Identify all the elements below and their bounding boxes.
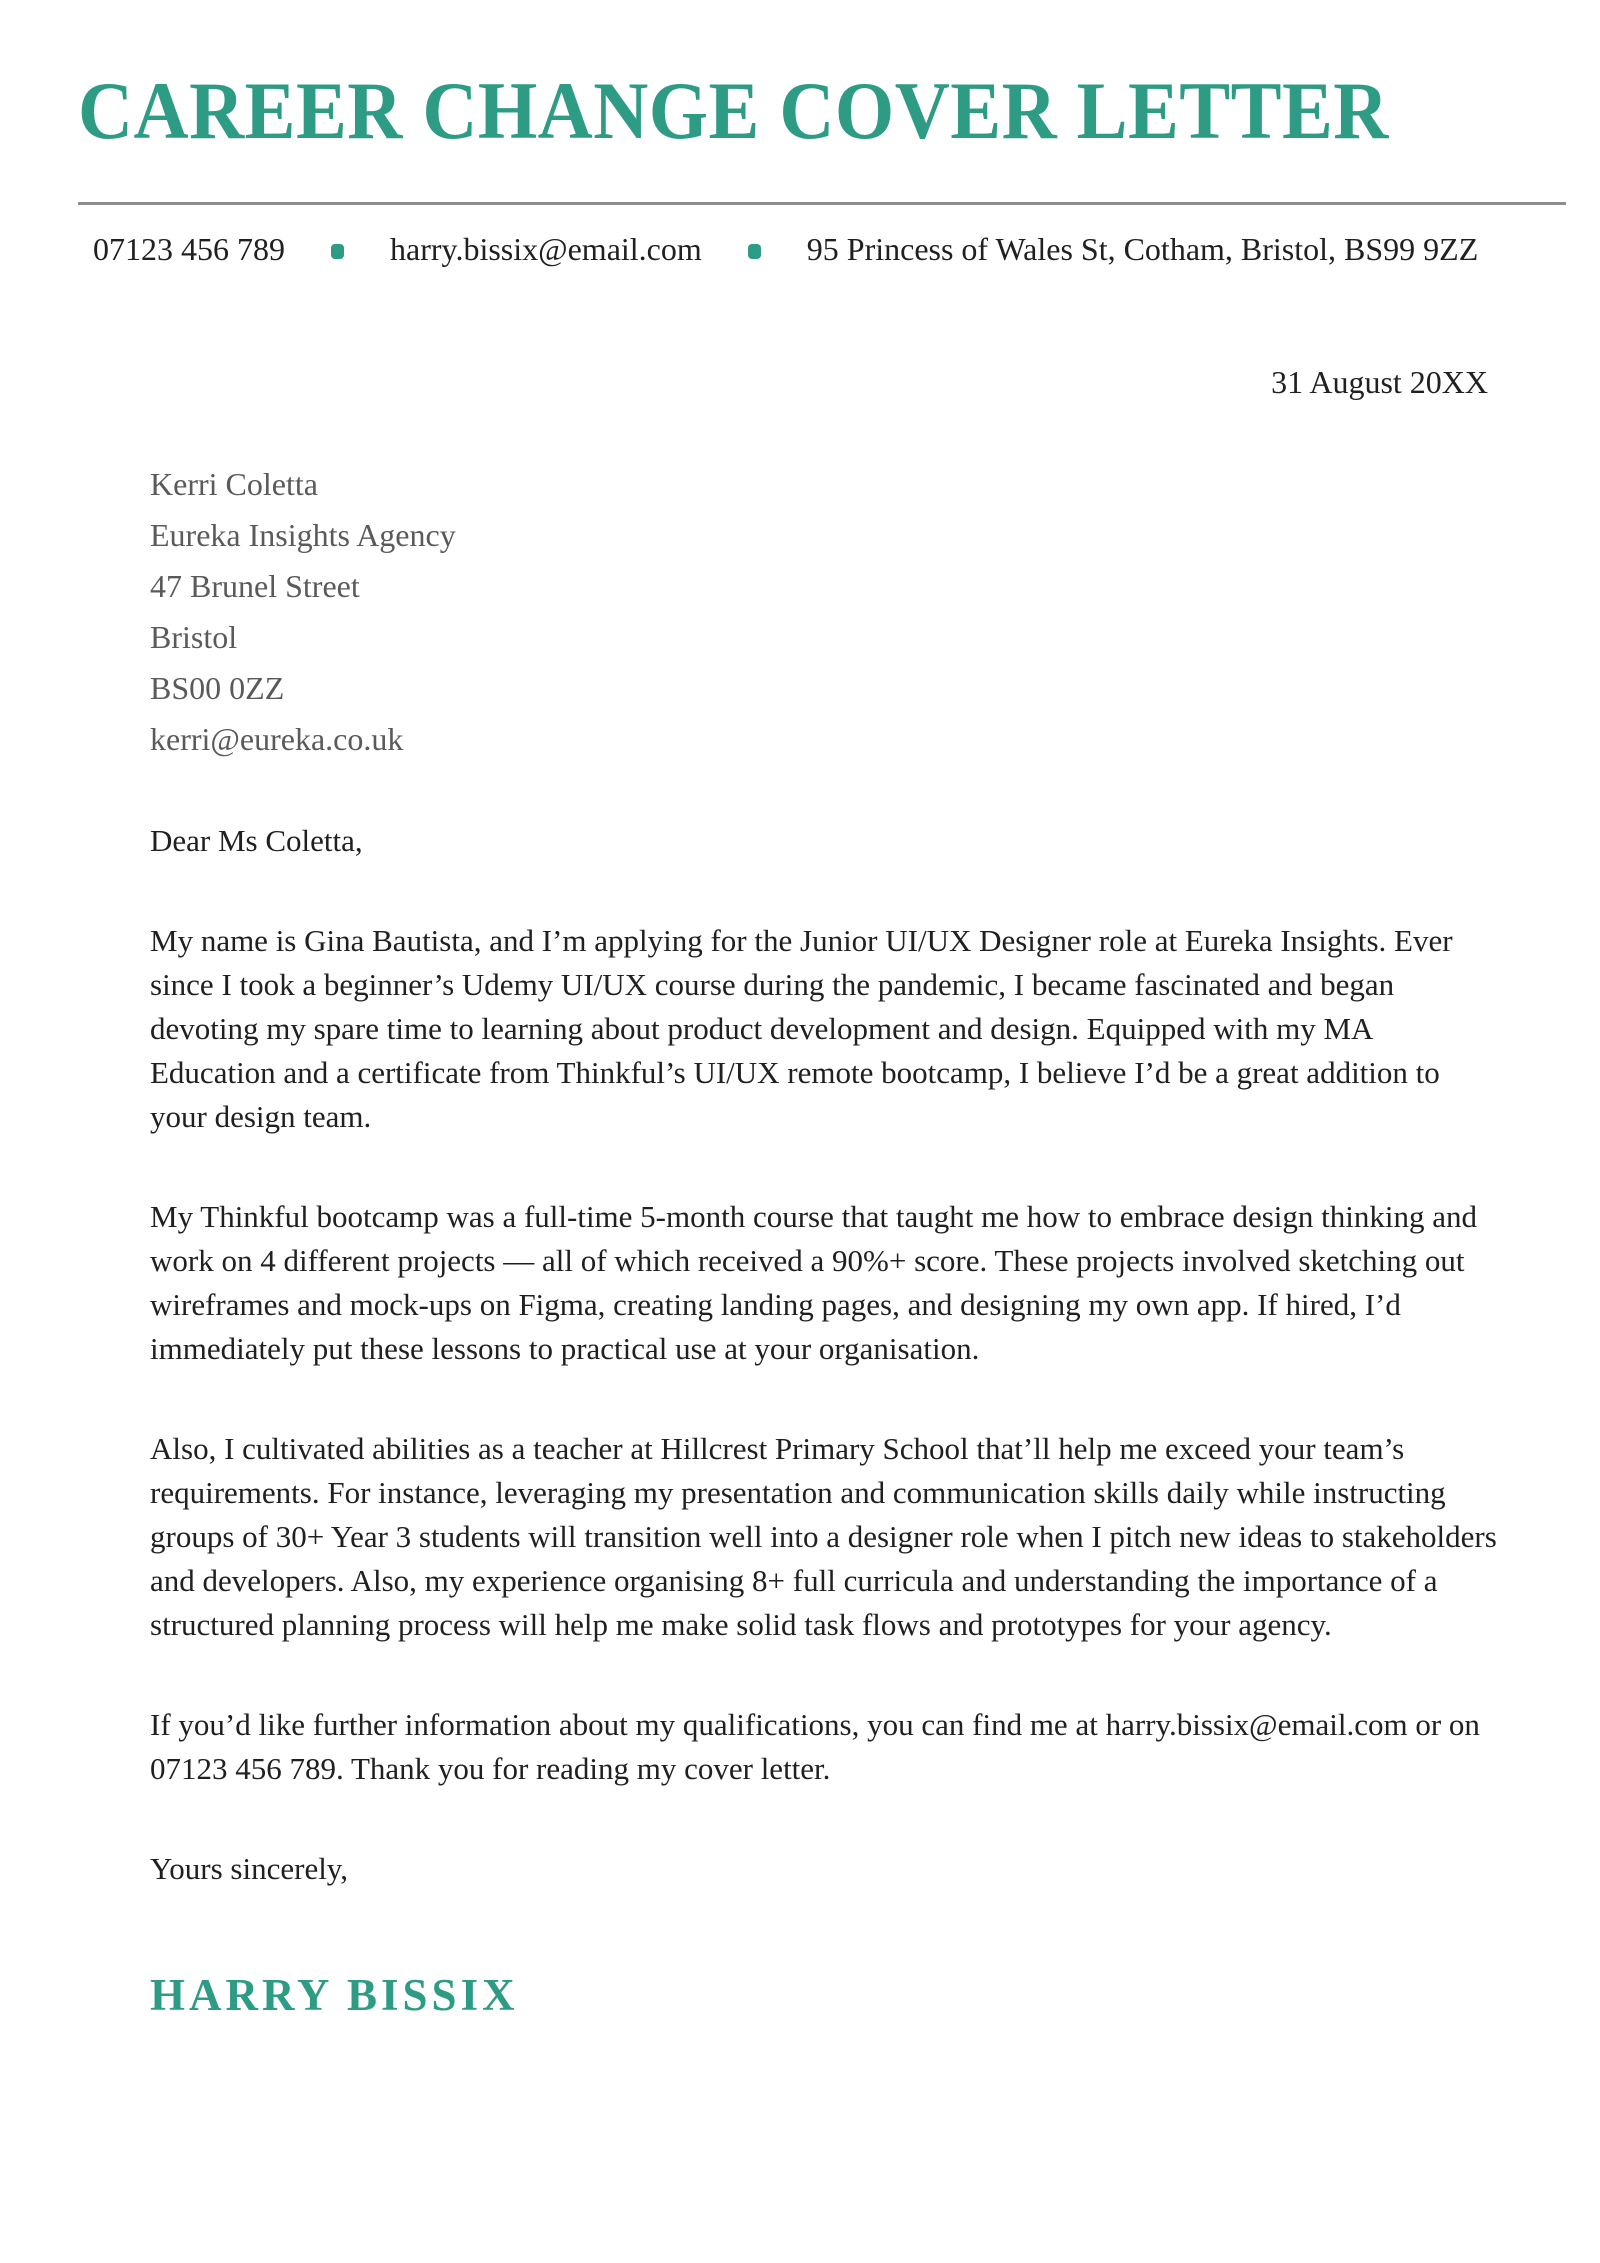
square-bullet-icon [331, 244, 344, 259]
recipient-block [150, 459, 1600, 765]
recipient-city: Bristol [150, 619, 238, 655]
recipient-name: Kerri Coletta [150, 466, 318, 502]
page-title: CAREER CHANGE COVER LETTER [78, 65, 1389, 156]
contact-email: harry.bissix@email.com [390, 231, 702, 267]
closing-valediction: Yours sincerely, [150, 1851, 349, 1886]
body-paragraph-contact: If you’d like further information about my qualifications, you can find me at harry.bissix@email.com or on 07123 456 789. Thank you for reading my cover letter. [150, 1707, 1480, 1786]
body-paragraph-intro: My name is Gina Bautista, and I’m applying for the Junior UI/UX Designer role at Eureka Insights. Ever since I took a beginner’s Udemy UI/UX course during the pandemic, I became fascinated and began devoting my spare time to learning about product development and design. Equipped with my MA Education and a certificate from Thinkful’s UI/UX remote bootcamp, I believe I’d be a great addition to your design team. [150, 923, 1453, 1134]
signature-name: HARRY BISSIX [150, 1970, 519, 2020]
body-paragraph-bootcamp: My Thinkful bootcamp was a full-time 5-month course that taught me how to embrace design thinking and work on 4 different projects — all of which received a 90%+ score. These projects involved sketching out wireframes and mock-ups on Figma, creating landing pages, and designing my own app. If hired, I’d immediately put these lessons to practical use at your organisation. [150, 1199, 1477, 1366]
square-bullet-icon [748, 244, 761, 259]
contact-address: 95 Princess of Wales St, Cotham, Bristol, BS99 9ZZ [806, 231, 1479, 267]
salutation: Dear Ms Coletta, [150, 823, 363, 858]
body-paragraph-teaching: Also, I cultivated abilities as a teacher at Hillcrest Primary School that’ll help me exceed your team’s requirements. For instance, leveraging my presentation and communication skills daily while instructing groups of 30+ Year 3 students will transition well into a designer role when I pitch new ideas to stakeholders and developers. Also, my experience organising 8+ full curricula and understanding the importance of a structured planning process will help me make solid task flows and prototypes for your agency. [150, 1431, 1497, 1642]
recipient-postcode: BS00 0ZZ [150, 670, 285, 706]
header-divider [78, 202, 1566, 205]
contact-bar [93, 231, 1600, 268]
recipient-company: Eureka Insights Agency [150, 517, 456, 553]
recipient-email: kerri@eureka.co.uk [150, 721, 404, 757]
recipient-street: 47 Brunel Street [150, 568, 360, 604]
contact-phone: 07123 456 789 [93, 231, 285, 267]
header [0, 0, 1600, 156]
letter-date: 31 August 20XX [1271, 364, 1488, 400]
